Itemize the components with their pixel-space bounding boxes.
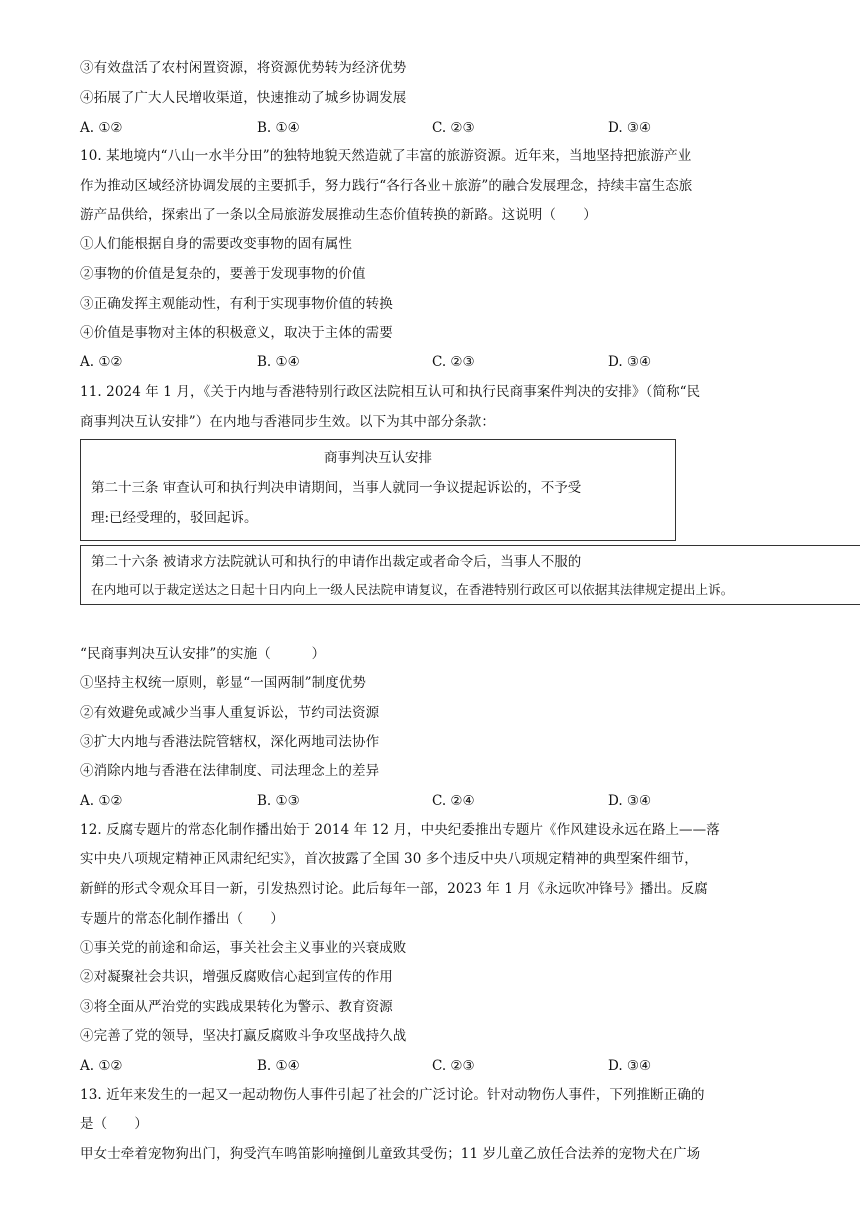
q11-box2-line-2: 在内地可以于裁定送达之日起十日内向上一级人民法院申请复议，在香港特别行政区可以依据其法律规定提出上诉。 [91,582,734,597]
q11-clause-box-1 [80,439,676,541]
q9-option-b: B. ①④ [257,120,300,136]
q11-options [80,791,780,811]
q12-options [80,1056,780,1076]
q11-clause-box-2 [80,545,860,605]
q12-item-1: ①事关党的前途和命运，事关社会主义事业的兴衰成败 [80,940,407,956]
q11-option-d: D. ③④ [608,793,652,809]
q12-stem-line-3: 新鲜的形式令观众耳目一新，引发热烈讨论。此后每年一部，2023 年 1 月《永远吹冲锋号》播出。反腐 [80,881,708,897]
q10-item-4: ④价值是事物对主体的积极意义，取决于主体的需要 [80,325,393,341]
q9-item-4: ④拓展了广大人民增收渠道，快速推动了城乡协调发展 [80,90,407,106]
q10-item-3: ③正确发挥主观能动性，有利于实现事物价值的转换 [80,296,393,312]
q11-box2-line-1: 第二十六条 被请求方法院就认可和执行的申请作出裁定或者命令后，当事人不服的 [91,554,582,570]
q10-option-c: C. ②③ [432,354,475,370]
q11-question: “民商事判决互认安排”的实施（ ） [80,646,326,662]
q11-box1-line-2: 理:已经受理的，驳回起诉。 [91,510,258,526]
q9-option-a: A. ①② [80,120,123,136]
q9-option-d: D. ③④ [608,120,652,136]
q12-option-c: C. ②③ [432,1058,475,1074]
q12-option-a: A. ①② [80,1058,123,1074]
q12-item-3: ③将全面从严治党的实践成果转化为警示、教育资源 [80,999,393,1015]
q13-stem-line-3: 甲女士牵着宠物狗出门，狗受汽车鸣笛影响撞倒儿童致其受伤；11 岁儿童乙放任合法养的宠物犬在广场 [80,1146,701,1162]
q10-stem-line-3: 游产品供给，探索出了一条以全局旅游发展推动生态价值转换的新路。这说明（ ） [80,207,597,223]
q12-item-2: ②对凝聚社会共识，增强反腐败信心起到宣传的作用 [80,969,393,985]
q12-stem-line-1: 12. 反腐专题片的常态化制作播出始于 2014 年 12 月，中央纪委推出专题片《作风建设永远在路上——落 [80,822,720,838]
q10-stem-line-2: 作为推动区域经济协调发展的主要抓手，努力践行“各行各业＋旅游”的融合发展理念，持续丰富生态旅 [80,178,693,194]
q12-option-b: B. ①④ [257,1058,300,1074]
q13-stem-line-2: 是（ ） [80,1116,148,1132]
q12-item-4: ④完善了党的领导，坚决打赢反腐败斗争攻坚战持久战 [80,1028,407,1044]
q11-option-b: B. ①③ [257,793,300,809]
q10-option-a: A. ①② [80,354,123,370]
q11-item-4: ④消除内地与香港在法律制度、司法理念上的差异 [80,763,380,779]
q10-option-b: B. ①④ [257,354,300,370]
q10-options [80,352,780,372]
q12-stem-line-2: 实中央八项规定精神正风肃纪纪实》，首次披露了全国 30 多个违反中央八项规定精神的典型案件细节， [80,851,698,867]
q11-option-c: C. ②④ [432,793,475,809]
q10-option-d: D. ③④ [608,354,652,370]
q9-option-c: C. ②③ [432,120,475,136]
q9-item-3: ③有效盘活了农村闲置资源，将资源优势转为经济优势 [80,60,407,76]
q11-box1-line-1: 第二十三条 审查认可和执行判决申请期间，当事人就同一争议提起诉讼的，不予受 [91,480,582,496]
q12-option-d: D. ③④ [608,1058,652,1074]
q10-stem-line-1: 10. 某地境内“八山一水半分田”的独特地貌天然造就了丰富的旅游资源。近年来，当地坚持把旅游产业 [80,148,692,164]
q11-stem-line-1: 11. 2024 年 1 月，《关于内地与香港特别行政区法院相互认可和执行民商事案件判决的安排》（简称“民 [80,384,701,400]
q11-item-1: ①坚持主权统一原则，彰显“一国两制”制度优势 [80,675,367,691]
q11-stem-line-2: 商事判决互认安排”）在内地与香港同步生效。以下为其中部分条款： [80,414,496,430]
q11-option-a: A. ①② [80,793,123,809]
q9-options [80,118,780,138]
q13-stem-line-1: 13. 近年来发生的一起又一起动物伤人事件引起了社会的广泛讨论。针对动物伤人事件，下列推断正确的 [80,1087,705,1103]
q11-item-3: ③扩大内地与香港法院管辖权，深化两地司法协作 [80,734,380,750]
q12-stem-line-4: 专题片的常态化制作播出（ ） [80,911,284,927]
q10-item-2: ②事物的价值是复杂的，要善于发现事物的价值 [80,266,366,282]
q11-item-2: ②有效避免或减少当事人重复诉讼，节约司法资源 [80,705,380,721]
q10-item-1: ①人们能根据自身的需要改变事物的固有属性 [80,236,352,252]
q11-box-title: 商事判决互认安排 [324,450,432,466]
